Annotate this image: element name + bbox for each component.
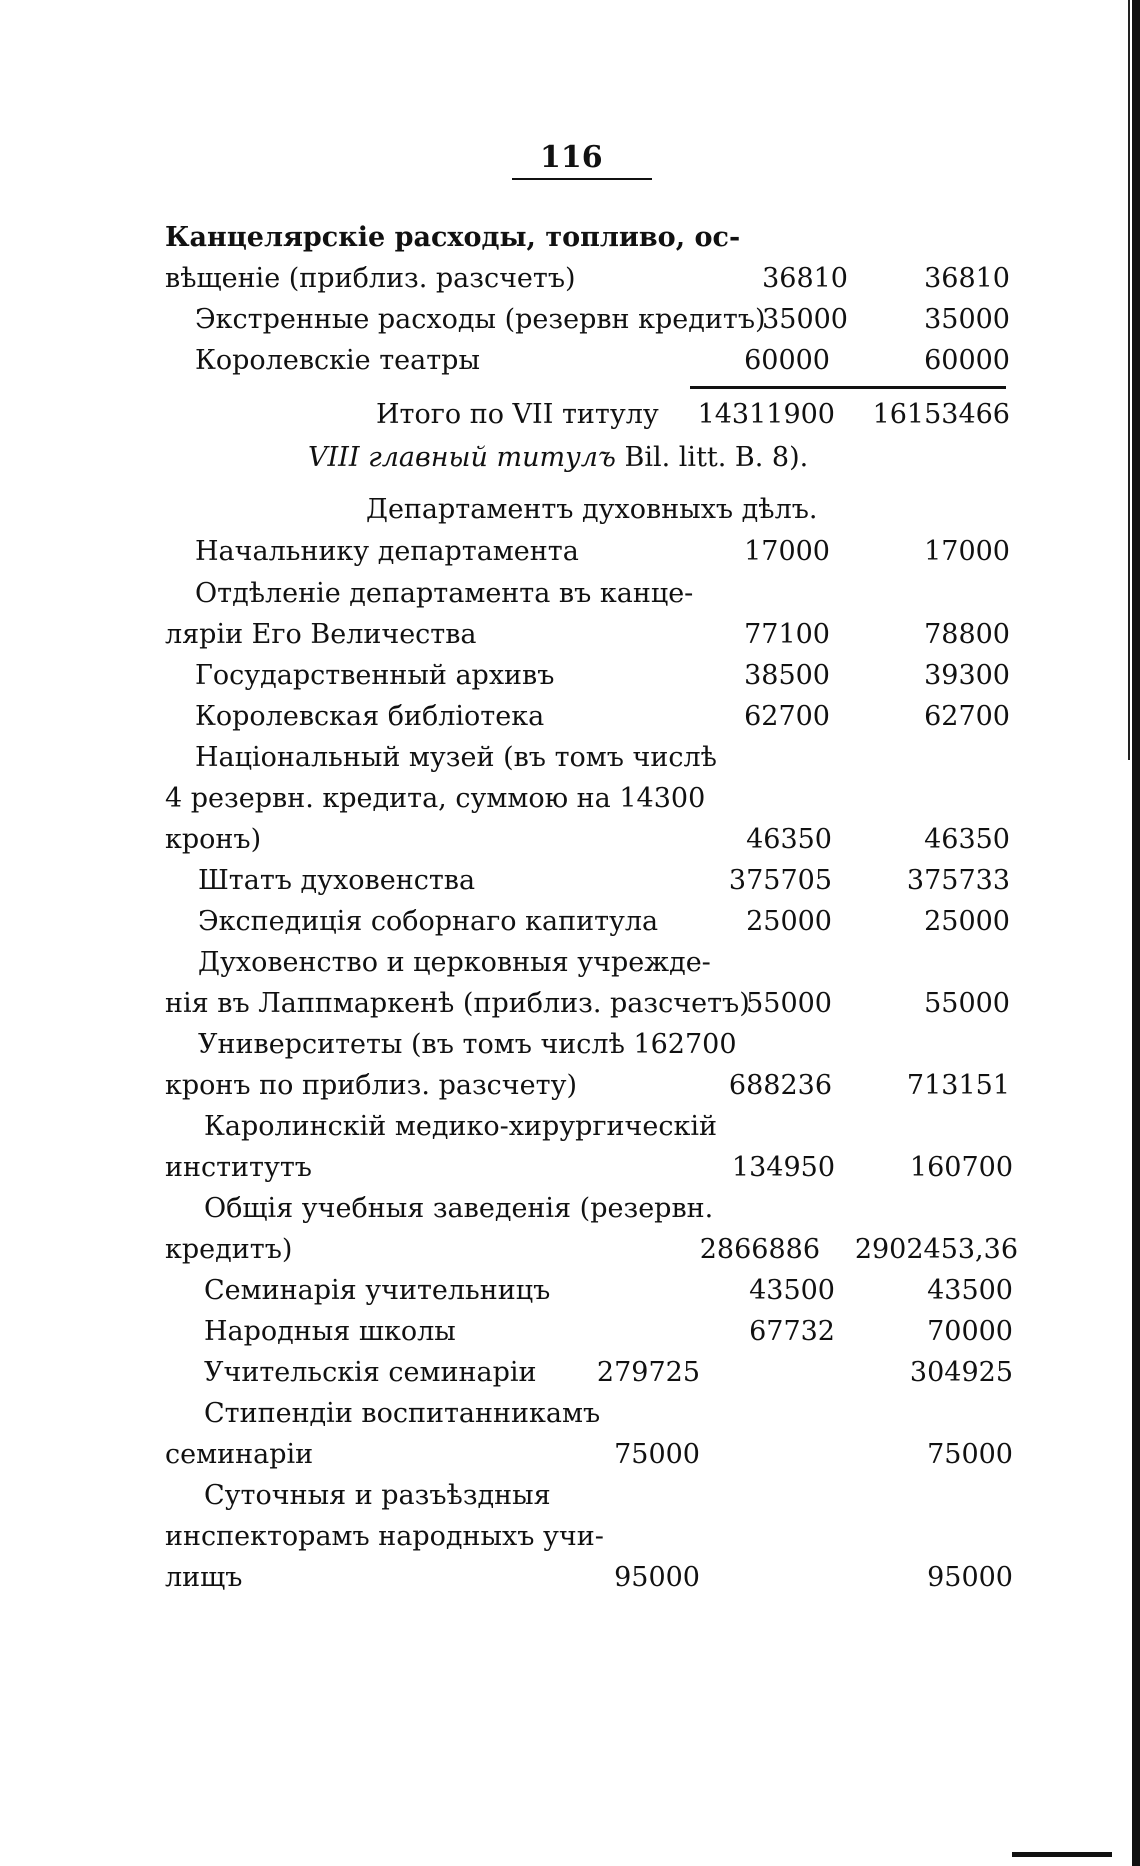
row-value-a: 43500: [749, 1275, 835, 1306]
row-label: семинаріи: [165, 1439, 314, 1470]
row-label: Королевскіе театры: [195, 345, 480, 376]
row-label: Семинарія учительницъ: [204, 1275, 551, 1306]
row-label: кронъ): [165, 824, 262, 855]
row-value-a: 134950: [731, 1152, 835, 1183]
row-value-b: 55000: [924, 988, 1010, 1019]
row-value-b: 375733: [906, 865, 1010, 896]
row-value-a: 36810: [762, 263, 848, 294]
row-value-a: 35000: [762, 304, 848, 335]
row-label: Національный музей (въ томъ числѣ: [195, 742, 717, 773]
row-value-a: 375705: [728, 865, 832, 896]
row-label: Канцелярскіе расходы, топливо, ос-: [165, 222, 741, 253]
section-reference: Bil. litt. B. 8).: [624, 442, 809, 473]
row-value-a: 17000: [744, 536, 830, 567]
page-edge-inner: [1128, 0, 1130, 760]
row-label: Королевская библіотека: [195, 701, 545, 732]
row-value-a: 2866886: [699, 1234, 820, 1265]
row-value-b: 75000: [927, 1439, 1013, 1470]
row-label: Государственный архивъ: [195, 660, 555, 691]
row-subvalue: 279725: [596, 1357, 700, 1388]
row-value-b: 70000: [927, 1316, 1013, 1347]
page-number: 116: [540, 140, 603, 175]
row-value-b: 39300: [924, 660, 1010, 691]
row-value-b: 25000: [924, 906, 1010, 937]
row-label: Стипендіи воспитанникамъ: [204, 1398, 601, 1429]
row-label: Университеты (въ томъ числѣ 162700: [198, 1029, 737, 1060]
row-value-b: 35000: [924, 304, 1010, 335]
row-label: Каролинскій медико-хирургическій: [204, 1111, 718, 1142]
row-label: кредитъ): [165, 1234, 293, 1265]
row-value-b: 304925: [909, 1357, 1013, 1388]
row-value-b: 17000: [924, 536, 1010, 567]
row-value-b: 160700: [909, 1152, 1013, 1183]
row-label: нія въ Лаппмаркенѣ (приблиз. разсчетъ): [165, 988, 750, 1019]
row-value-b: 46350: [924, 824, 1010, 855]
page-edge: [1132, 0, 1140, 1866]
row-label: Общія учебныя заведенія (резервн.: [204, 1193, 714, 1224]
row-label: Народныя школы: [204, 1316, 456, 1347]
row-label: вѣщеніе (приблиз. разсчетъ): [165, 263, 576, 294]
row-label: инспекторамъ народныхъ учи-: [165, 1521, 604, 1552]
row-label: Учительскія семинаріи: [204, 1357, 537, 1388]
page-number-rule: [512, 178, 652, 180]
row-value-a: 38500: [744, 660, 830, 691]
row-value-a: 67732: [749, 1316, 835, 1347]
row-label: Суточныя и разъѣздныя: [204, 1480, 551, 1511]
row-label: кронъ по приблиз. разсчету): [165, 1070, 577, 1101]
row-value-a: 25000: [746, 906, 832, 937]
row-label: Духовенство и церковныя учрежде-: [198, 947, 711, 978]
row-value-a: 55000: [746, 988, 832, 1019]
total-rule: [690, 386, 1006, 389]
row-value-b: 43500: [927, 1275, 1013, 1306]
row-value-b: 78800: [924, 619, 1010, 650]
section-title: VIII главный титулъ: [308, 442, 616, 473]
total-value-b: 16153466: [872, 399, 1010, 430]
row-label: 4 резервн. кредита, суммою на 14300: [165, 783, 706, 814]
row-subvalue: 95000: [614, 1562, 700, 1593]
row-value-b: 713151: [906, 1070, 1010, 1101]
total-label: Итого по VII титулу: [376, 399, 659, 430]
row-value-a: 62700: [744, 701, 830, 732]
row-value-a: 46350: [746, 824, 832, 855]
row-label: Начальнику департамента: [195, 536, 579, 567]
bottom-smudge: [1012, 1852, 1112, 1857]
section-heading: [308, 441, 808, 475]
row-value-a: 60000: [744, 345, 830, 376]
row-value-b: 60000: [924, 345, 1010, 376]
total-value-a: 14311900: [697, 399, 835, 430]
row-value-b: 2902453,36: [854, 1234, 1018, 1265]
row-value-b: 36810: [924, 263, 1010, 294]
subsection-heading: Департаментъ духовныхъ дѣлъ.: [366, 494, 818, 525]
row-label: институтъ: [165, 1152, 312, 1183]
row-value-a: 688236: [728, 1070, 832, 1101]
row-label: Экспедиція соборнаго капитула: [198, 906, 659, 937]
row-label: Экстренные расходы (резервн кредитъ): [195, 304, 766, 335]
row-value-b: 62700: [924, 701, 1010, 732]
row-label: Штатъ духовенства: [198, 865, 476, 896]
row-value-a: 77100: [744, 619, 830, 650]
row-subvalue: 75000: [614, 1439, 700, 1470]
row-label: лищъ: [165, 1562, 243, 1593]
row-label: ляріи Его Величества: [165, 619, 477, 650]
row-value-b: 95000: [927, 1562, 1013, 1593]
row-label: Отдѣленіе департамента въ канце-: [195, 578, 694, 609]
